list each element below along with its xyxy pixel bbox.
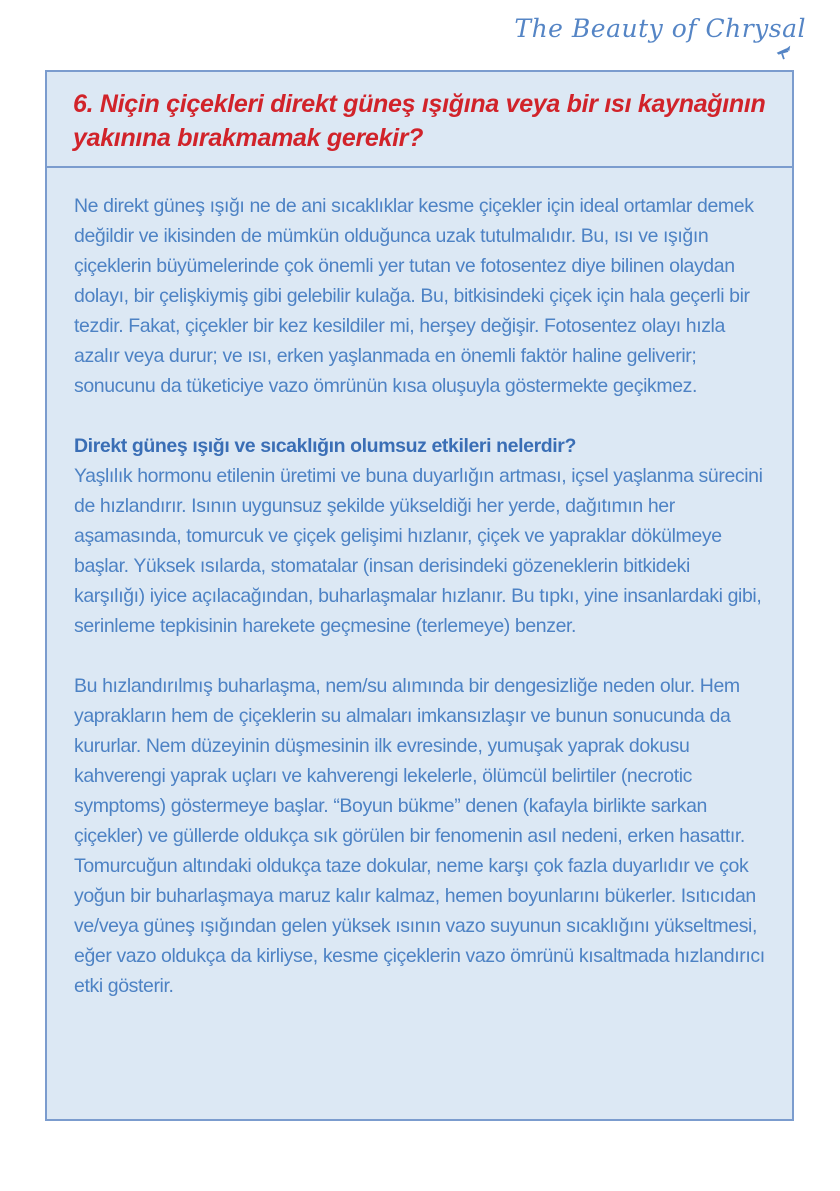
flower-icon [774, 42, 792, 60]
page-title: 6. Niçin çiçekleri direkt güneş ışığına veya bir ısı kaynağının yakınına bırakmamak gerekir? [73, 90, 766, 152]
content-panel [45, 70, 794, 1121]
panel-body [47, 168, 792, 1021]
paragraph-effects: Yaşlılık hormonu etilenin üretimi ve buna duyarlığın artması, içsel yaşlanma sürecini de hızlandırır. Isının uygunsuz şekilde yükseldiği her yerde, dağıtımın her aşamasında, tomurcuk ve çiçek gelişimi hızlanır, çiçek ve yapraklar dökülmeye başlar. Yüksek ısılarda, stomatalar (insan derisindeki gözeneklerin bitkideki karşılığı) iyice açılacağından, buharlaşmalar hızlanır. Bu tıpkı, yine insanlardaki gibi, serinleme tepkisinin harekete geçmesine (terlemeye) benzer. [74, 465, 763, 637]
brand-logo: The Beauty of Chrysal [514, 14, 806, 43]
paragraph-intro: Ne direkt güneş ışığı ne de ani sıcaklıklar kesme çiçekler için ideal ortamlar demek değildir ve ikisinden de mümkün olduğunca uzak tutulmalıdır. Bu, ısı ve ışığın çiçeklerin büyümelerinde çok önemli yer tutan ve fotosentez diye bilinen olaydan dolayı, bir çelişkiymiş gibi gelebilir kulağa. Bu, bitkisindeki çiçek için hala geçerli bir tezdir. Fakat, çiçekler bir kez kesildiler mi, herşey değişir. Fotosentez olayı hızla azalır veya durur; ve ısı, erken yaşlanmada en önemli faktör haline geliverir; sonucunu da tüketiciye vazo ömrünün kısa oluşuyla göstermekte geçikmez. [74, 195, 754, 397]
paragraph-evaporation: Bu hızlandırılmış buharlaşma, nem/su alımında bir dengesizliğe neden olur. Hem yaprakların hem de çiçeklerin su almaları imkansızlaşır ve bunun sonucunda da kururlar. Nem düzeyinin düşmesinin ilk evresinde, yumuşak yaprak dokusu kahverengi yaprak uçları ve kahverengi lekelerle, ölümcül belirtiler (necrotic symptoms) göstermeye başlar. “Boyun bükme” denen (kafayla birlikte sarkan çiçekler) ve güllerde oldukça sık görülen bir fenomenin asıl nedeni, erken hasattır. Tomurcuğun altındaki oldukça taze dokular, neme karşı çok fazla duyarlıdır ve çok yoğun bir buharlaşmaya maruz kalır kalmaz, hemen boyunlarını bükerler. Isıtıcıdan ve/veya güneş ışığından gelen yüksek ısının vazo suyunun sıcaklığını yükseltmesi, eğer vazo oldukça da kirliyse, kesme çiçeklerin vazo ömrünü kısaltmada hızlandırıcı etki gösterir. [74, 675, 765, 997]
panel-header [47, 72, 792, 168]
section-negative-effects [74, 431, 765, 641]
section-subheading: Direkt güneş ışığı ve sıcaklığın olumsuz etkileri nelerdir? [74, 435, 576, 457]
